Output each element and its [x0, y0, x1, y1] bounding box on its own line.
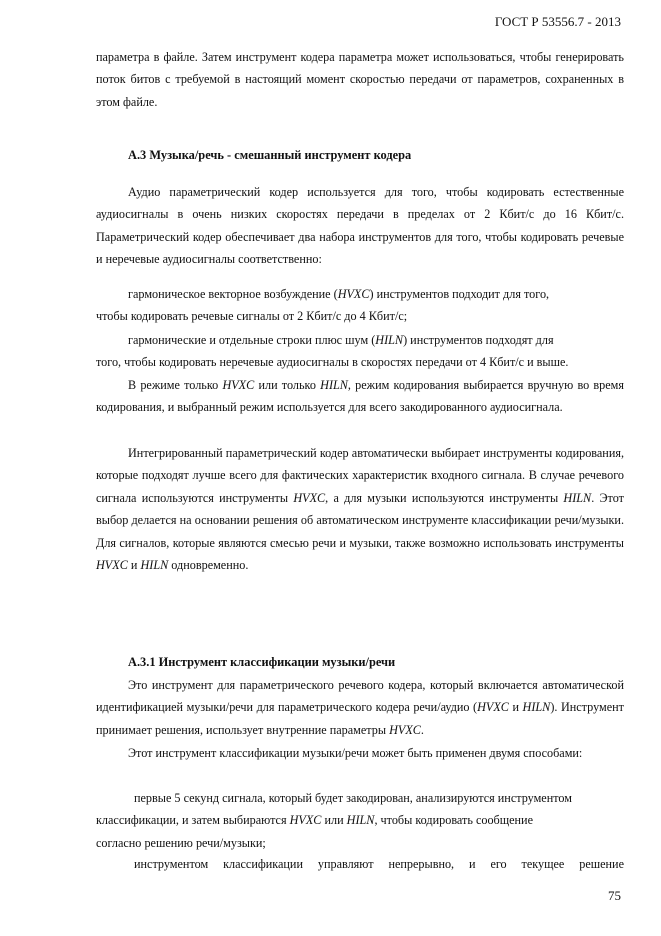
text-run: HILN: [346, 813, 375, 828]
paragraph-list-item: [96, 787, 624, 854]
text-run: В режиме только: [128, 378, 223, 392]
paragraph-list-item: [96, 329, 624, 374]
text-run: HVXC: [293, 490, 326, 505]
text-run: ). Инструмент принимает решения, использует внутренние параметры: [96, 700, 624, 737]
paragraph: параметра в файле. Затем инструмент кодера параметра может использоваться, чтобы генерировать поток битов с требуемой в настоящий момент скоростью передачи от параметров, сохраненных в этом файле.: [96, 50, 624, 109]
paragraph-list-item: [96, 283, 624, 328]
text-run: гармоническое векторное возбуждение (: [128, 287, 338, 301]
text-run: HVXC: [222, 378, 255, 392]
text-run: HILN: [375, 333, 404, 347]
text-run: одновременно.: [168, 558, 249, 573]
text-run: Это инструмент для параметрического речевого кодера, который включается автоматической идентификацией музыки/речи для параметрического кодера речи/аудио (: [96, 678, 624, 715]
text-run: , а для музыки используются инструменты: [325, 490, 564, 505]
text-run: HVXC: [96, 558, 128, 573]
text-run: HILN: [320, 378, 348, 392]
text-run: или: [321, 813, 347, 828]
section-heading: А.3 Музыка/речь - смешанный инструмент кодера: [128, 148, 412, 162]
text-run: ) инструментов подходят для: [403, 333, 554, 347]
text-run: первые 5 секунд сигнала, который будет закодирован, анализируются инструментом: [134, 791, 572, 805]
text-run: HILN: [140, 558, 169, 573]
paragraph: [96, 674, 624, 741]
text-run: гармонические и отдельные строки плюс шум (: [128, 333, 376, 347]
text-run: и: [508, 700, 523, 715]
text-run: и: [127, 558, 141, 573]
paragraph: [96, 374, 624, 419]
text-run: HVXC: [477, 700, 509, 715]
text-run: или только: [254, 378, 321, 392]
text-run: классификации, и затем выбираются: [96, 813, 290, 828]
page-number: 75: [608, 888, 621, 903]
paragraph-list-item: инструментом классификации управляют непрерывно, и его текущее решение: [134, 857, 624, 871]
standard-header: ГОСТ Р 53556.7 - 2013: [494, 14, 621, 29]
text-run: . Этот выбор делается на основании решения об автоматическом инструменте классификации речи/музыки. Для сигналов, которые являются смесью речи и музыки, также возможно использовать инструменты: [96, 490, 624, 550]
text-run: согласно решению речи/музыки;: [96, 835, 266, 850]
text-run: чтобы кодировать речевые сигналы от 2 Кбит/с до 4 Кбит/с;: [96, 309, 408, 324]
paragraph: Этот инструмент классификации музыки/речи может быть применен двумя способами:: [128, 746, 583, 760]
text-run: того, чтобы кодировать неречевые аудиосигналы в скоростях передачи от 4 Кбит/с и выше.: [96, 355, 569, 370]
text-run: HVXC: [389, 722, 421, 737]
text-run: HILN: [522, 700, 551, 715]
text-run: ) инструментов подходит для того,: [369, 287, 550, 301]
subsection-heading: А.3.1 Инструмент классификации музыки/речи: [128, 655, 396, 669]
text-run: , чтобы кодировать сообщение: [374, 813, 533, 828]
text-run: HVXC: [289, 813, 322, 828]
text-run: , режим кодирования выбирается вручную во время кодирования, и выбранный режим используется для всего закодированного аудиосигнала.: [96, 378, 624, 415]
paragraph: [96, 442, 624, 576]
paragraph: Аудио параметрический кодер используется для того, чтобы кодировать естественные аудиосигналы в очень низких скоростях передачи в пределах от 2 Кбит/с до 16 Кбит/с. Параметрический кодер обеспечивает два набора инструментов для того, чтобы кодировать речевые и неречевые аудиосигналы соответственно:: [96, 185, 624, 267]
text-run: .: [420, 722, 424, 737]
text-run: HILN: [563, 490, 592, 505]
text-run: HVXC: [337, 287, 370, 301]
text-run: Интегрированный параметрический кодер автоматически выбирает инструменты кодирования, которые подходят лучше всего для фактических характеристик входного сигнала. В случае речевого сигнала используются инструменты: [96, 446, 624, 505]
